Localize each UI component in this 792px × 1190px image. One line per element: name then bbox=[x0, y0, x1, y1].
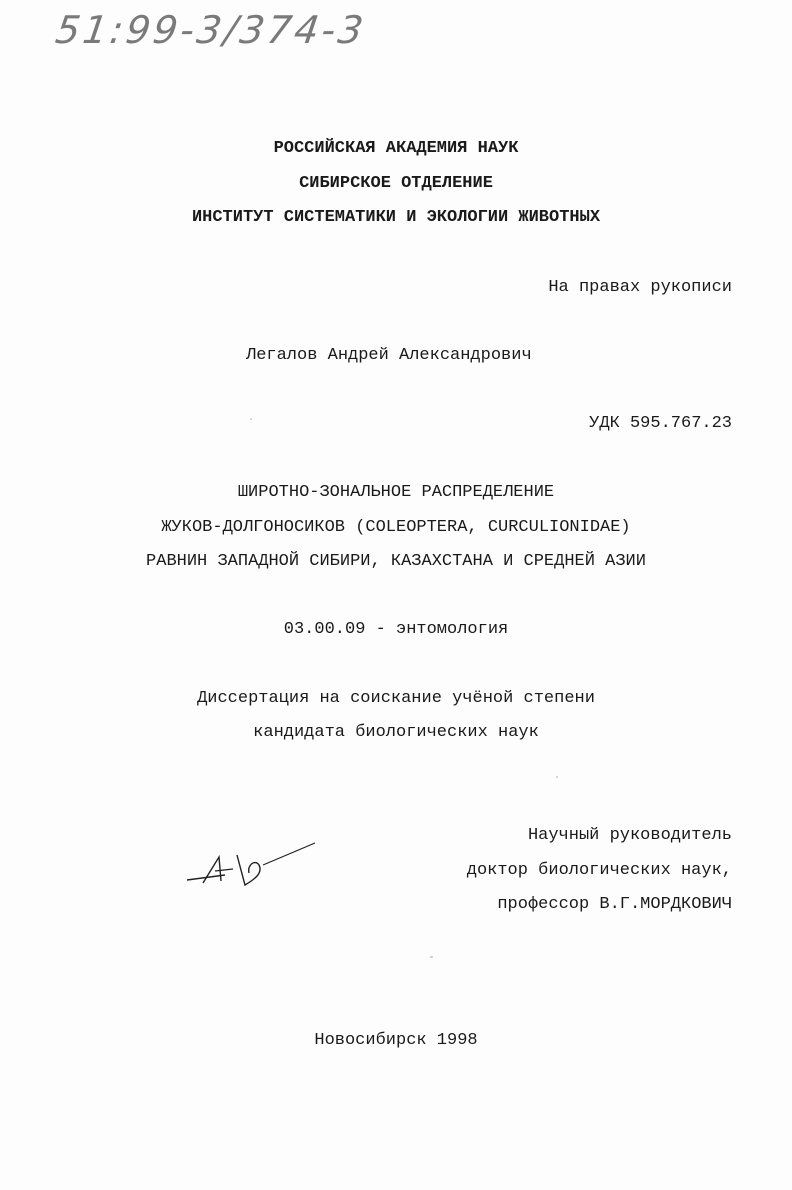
title-line-3: РАВНИН ЗАПАДНОЙ СИБИРИ, КАЗАХСТАНА И СРЕДНЕЙ АЗИИ bbox=[146, 552, 646, 571]
degree-line-1: Диссертация на соискание учёной степени bbox=[197, 689, 595, 708]
udc-code: УДК 595.767.23 bbox=[589, 414, 732, 433]
manuscript-rights: На правах рукописи bbox=[548, 278, 732, 297]
paper-speck bbox=[250, 418, 252, 420]
place-and-year: Новосибирск 1998 bbox=[314, 1031, 478, 1050]
author-name: Легалов Андрей Александрович bbox=[246, 346, 532, 365]
organization-line-2: СИБИРСКОЕ ОТДЕЛЕНИЕ bbox=[299, 174, 493, 193]
archive-code-handwritten: 51:99-3/374-3 bbox=[52, 8, 369, 52]
supervisor-line-3: профессор В.Г.МОРДКОВИЧ bbox=[497, 895, 732, 914]
specialty-code: 03.00.09 - энтомология bbox=[283, 620, 509, 639]
degree-line-2: кандидата биологических наук bbox=[253, 723, 539, 742]
paper-speck bbox=[430, 956, 433, 958]
paper-speck bbox=[556, 776, 558, 778]
organization-line-1: РОССИЙСКАЯ АКАДЕМИЯ НАУК bbox=[273, 139, 519, 158]
organization-line-3: ИНСТИТУТ СИСТЕМАТИКИ И ЭКОЛОГИИ ЖИВОТНЫХ bbox=[191, 208, 601, 227]
supervisor-line-2: доктор биологических наук, bbox=[466, 861, 732, 880]
supervisor-line-1: Научный руководитель bbox=[527, 826, 732, 845]
title-line-2: ЖУКОВ-ДОЛГОНОСИКОВ (COLEOPTERA, CURCULIONIDAE) bbox=[161, 518, 631, 537]
author-signature bbox=[185, 835, 320, 890]
title-line-1: ШИРОТНО-ЗОНАЛЬНОЕ РАСПРЕДЕЛЕНИЕ bbox=[237, 483, 555, 502]
